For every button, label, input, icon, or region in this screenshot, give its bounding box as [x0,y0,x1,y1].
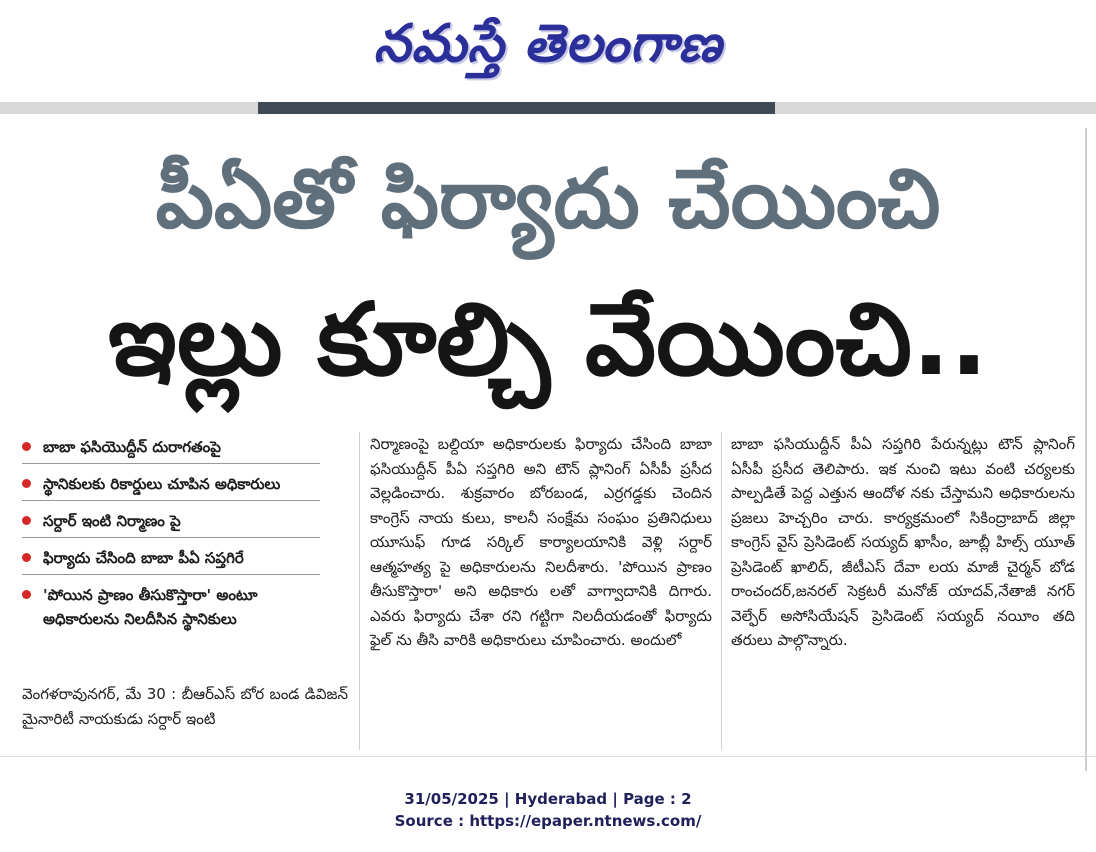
highlight-text: బాబా ఫసియొద్దీన్ దురాగతంపై [43,438,221,456]
highlight-text: 'పోయిన ప్రాణం తీసుకొస్తారా' అంటూ అధికారులను నిలదీసిన స్థానికులు [43,586,258,628]
footer-dateline: 31/05/2025 | Hyderabad | Page : 2 [404,790,692,808]
masthead [0,0,1096,100]
bullet-dot-icon [22,516,31,525]
footer-source: Source : https://epaper.ntnews.com/ [394,812,702,830]
highlight-item [22,580,320,635]
article-column-1: వెంగళరావునగర్, మే 30 : బీఆర్ఎస్ బోర బండ డివిజన్ మైనారిటీ నాయకుడు సర్దార్ ఇంటి [22,685,348,728]
footer-rule [0,756,1096,757]
column-separator [721,432,722,750]
bullet-dot-icon [22,590,31,599]
bullet-dot-icon [22,553,31,562]
bullet-dot-icon [22,442,31,451]
headline-line-2: ఇల్లు కూల్చి వేయించి.. [108,281,988,398]
highlight-item [22,469,320,501]
highlight-text: సర్దార్ ఇంటి నిర్మాణం పై [43,512,181,530]
footer [0,788,1096,832]
article-column-3: బాబా ఫసియుద్దీన్ పీఏ సప్తగిరి పేరున్నట్లు టౌన్ ప్లానింగ్ ఏసీపీ ప్రసీద తెలిపారు. ఇక నుంచి ఇటు వంటి చర్యలకు పాల్పడితే పెద్ద ఎత్తున ఆందోళ నకు చేస్తామని అధికారులను ప్రజలు హెచ్చరిం చారు. కార్యక్రమంలో సికింద్రాబాద్ జిల్లా కాంగ్రెస్ వైస్ ప్రెసిడెంట్ సయ్యద్ ఖాసీం, జూబ్లీ హిల్స్ యూత్ ప్రెసిడెంట్ ఖాలిద్, జీటీఎస్ దేవా లయ మాజీ చైర్మన్ బోడ రాంచందర్,జనరల్ సెక్రటరీ మనోజ్ యాదవ్,నేతాజీ నగర్ వెల్ఫేర్ అసోసియేషన్ ప్రెసిడెంట్ సయ్యద్ నయీం తది తరులు పాల్గొన్నారు. [731,435,1075,649]
bullet-dot-icon [22,479,31,488]
column-separator [359,432,360,750]
header-rule-accent [258,102,775,114]
highlights-list [22,432,320,640]
article-column-2: నిర్మాణంపై బల్దియా అధికారులకు ఫిర్యాదు చేసింది బాబా ఫసియుద్దీన్ పీఏ సప్తగిరి అని టౌన్ ప్లానింగ్ ఏసీపీ ప్రసీద వెల్లడించారు. శుక్రవారం బోరబండ, ఎర్రగడ్డకు చెందిన కాంగ్రెస్ నాయ కులు, కాలనీ సంక్షేమ సంఘం ప్రతినిధులు యూసుఫ్ గూడ సర్కిల్ కార్యాలయానికి వెళ్లి సర్దార్ ఆత్మహత్య పై అధికారులను నిలదీశారు. 'పోయిన ప్రాణం తీసుకొస్తారా' అని అధికారు లతో వాగ్వాదానికి దిగారు. ఎవరు ఫిర్యాదు చేశా రని గట్టిగా నిలదీయడంతో ఫిర్యాదు ఫైల్ ను తీసి వారికి అధికారులు చూపించారు. అందులో [370,435,712,649]
highlight-text: స్థానికులకు రికార్డులు చూపిన అధికారులు [43,475,281,493]
newspaper-logo: నమస్తే తెలంగాణ [373,13,723,74]
highlight-text: ఫిర్యాదు చేసింది బాబా పీఏ సప్తగిరే [43,549,244,567]
highlight-item [22,506,320,538]
headline-line-1: పీఏతో ఫిర్యాదు చేయించి [155,152,941,247]
highlight-item [22,543,320,575]
highlight-item [22,432,320,464]
